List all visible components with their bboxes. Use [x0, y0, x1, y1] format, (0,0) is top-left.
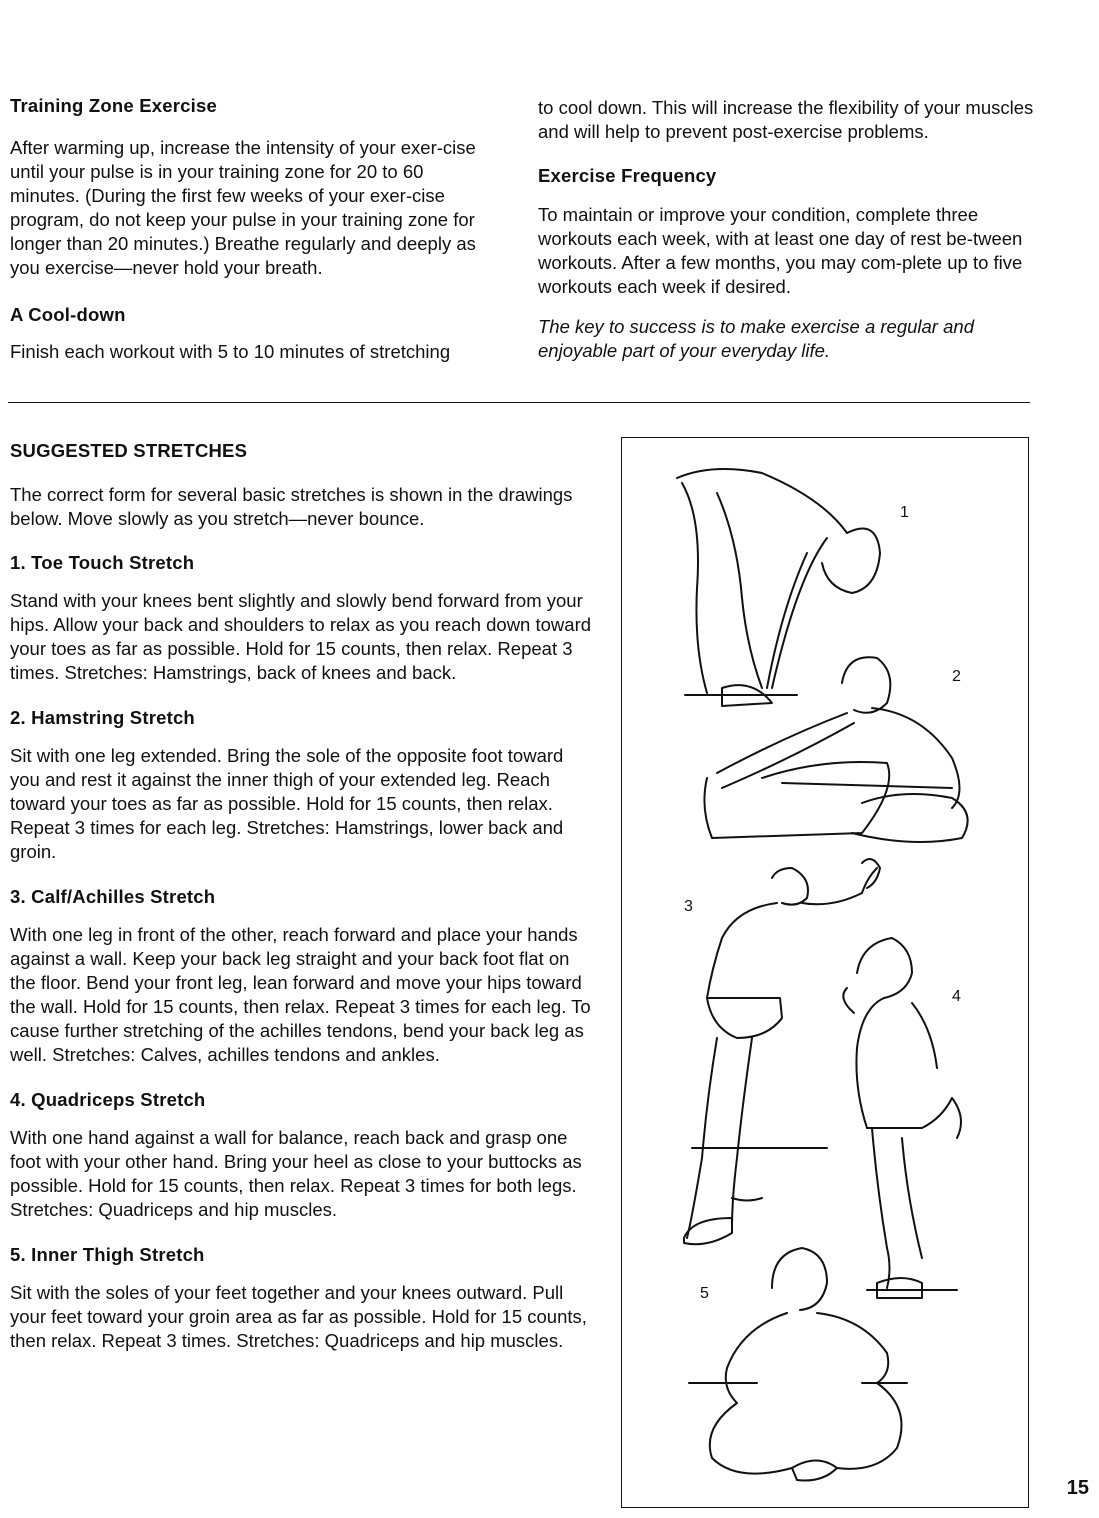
stretch-title: 4. Quadriceps Stretch	[10, 1089, 206, 1110]
figure-label: 3	[684, 898, 693, 915]
training-zone-heading: Training Zone Exercise	[10, 95, 217, 116]
stretch-text: Stand with your knees bent slightly and slowly bend forward from your hips. Allow your back and shoulders to relax as you reach down toward your toes as far as possible. Hold for 15 counts, then relax. Repeat 3 times. Stretches: Hamstrings, back of knees and back.	[10, 590, 592, 683]
figure-label: 1	[900, 504, 909, 521]
training-zone-text: After warming up, increase the intensity of your exer-cise until your pulse is in your training zone for 20 to 60 minutes. (During the first few weeks of your exer-cise program, do not keep your pulse in your training zone for longer than 20 minutes.) Breathe regularly and deeply as you exercise—never hold your breath.	[10, 137, 476, 278]
figure-label: 5	[700, 1285, 709, 1302]
stretch-illustrations-frame	[621, 437, 1029, 1508]
stretch-text: With one hand against a wall for balance, reach back and grasp one foot with your other hand. Bring your heel as close to your buttocks as possible. Hold for 15 counts, then relax. Repeat 3 times for both legs. Stretches: Quadriceps and hip muscles.	[10, 1127, 582, 1220]
stretches-heading: SUGGESTED STRETCHES	[10, 440, 248, 461]
stretch-illustrations-drawing	[622, 438, 1027, 1506]
top-left-column	[10, 95, 495, 364]
stretch-title: 1. Toe Touch Stretch	[10, 552, 195, 573]
stretch-title: 3. Calf/Achilles Stretch	[10, 886, 216, 907]
section-divider	[8, 402, 1030, 403]
stretch-title: 2. Hamstring Stretch	[10, 707, 195, 728]
stretches-column	[10, 440, 595, 1353]
figure-label: 2	[952, 668, 961, 685]
cooldown-text: Finish each workout with 5 to 10 minutes of stretching	[10, 341, 451, 362]
key-to-success-text: The key to success is to make exercise a regular and enjoyable part of your everyday life.	[538, 316, 974, 361]
stretches-intro: The correct form for several basic stretches is shown in the drawings below. Move slowly as you stretch—never bounce.	[10, 484, 573, 529]
stretch-title: 5. Inner Thigh Stretch	[10, 1244, 205, 1265]
figure-inner-thigh	[689, 1248, 907, 1481]
page-number: 15	[1066, 1477, 1089, 1499]
stretch-text: Sit with the soles of your feet together and your knees outward. Pull your feet toward your groin area as far as possible. Hold for 15 counts, then relax. Repeat 3 times. Stretches: Quadriceps and hip muscles.	[10, 1282, 587, 1351]
top-right-column	[538, 96, 1038, 363]
stretch-text: With one leg in front of the other, reach forward and place your hands against a wall. Keep your back leg straight and your back foot flat on the floor. Bend your front leg, lean forward and move your hips toward the wall. Hold for 15 counts, then relax. Repeat 3 times for each leg. To cause further stretching of the achilles tendons, bend your back leg as well. Stretches: Calves, achilles tendons and ankles.	[10, 924, 591, 1065]
exercise-frequency-text: To maintain or improve your condition, complete three workouts each week, with at least one day of rest be-tween workouts. After a few months, you may com-plete up to five workouts each week if desired.	[538, 204, 1023, 297]
figure-quadriceps	[843, 938, 961, 1298]
cooldown-heading: A Cool-down	[10, 304, 126, 325]
exercise-frequency-heading: Exercise Frequency	[538, 165, 717, 186]
stretch-text: Sit with one leg extended. Bring the sole of the opposite foot toward you and rest it against the inner thigh of your extended leg. Reach toward your toes as far as possible. Hold for 15 counts, then relax. Repeat 3 times for each leg. Stretches: Hamstrings, lower back and groin.	[10, 745, 564, 862]
figure-calf-achilles	[684, 859, 880, 1244]
figure-toe-touch	[677, 469, 880, 706]
figure-label: 4	[952, 988, 961, 1005]
cooldown-continued-text: to cool down. This will increase the flexibility of your muscles and will help to prevent post-exercise problems.	[538, 97, 1034, 142]
